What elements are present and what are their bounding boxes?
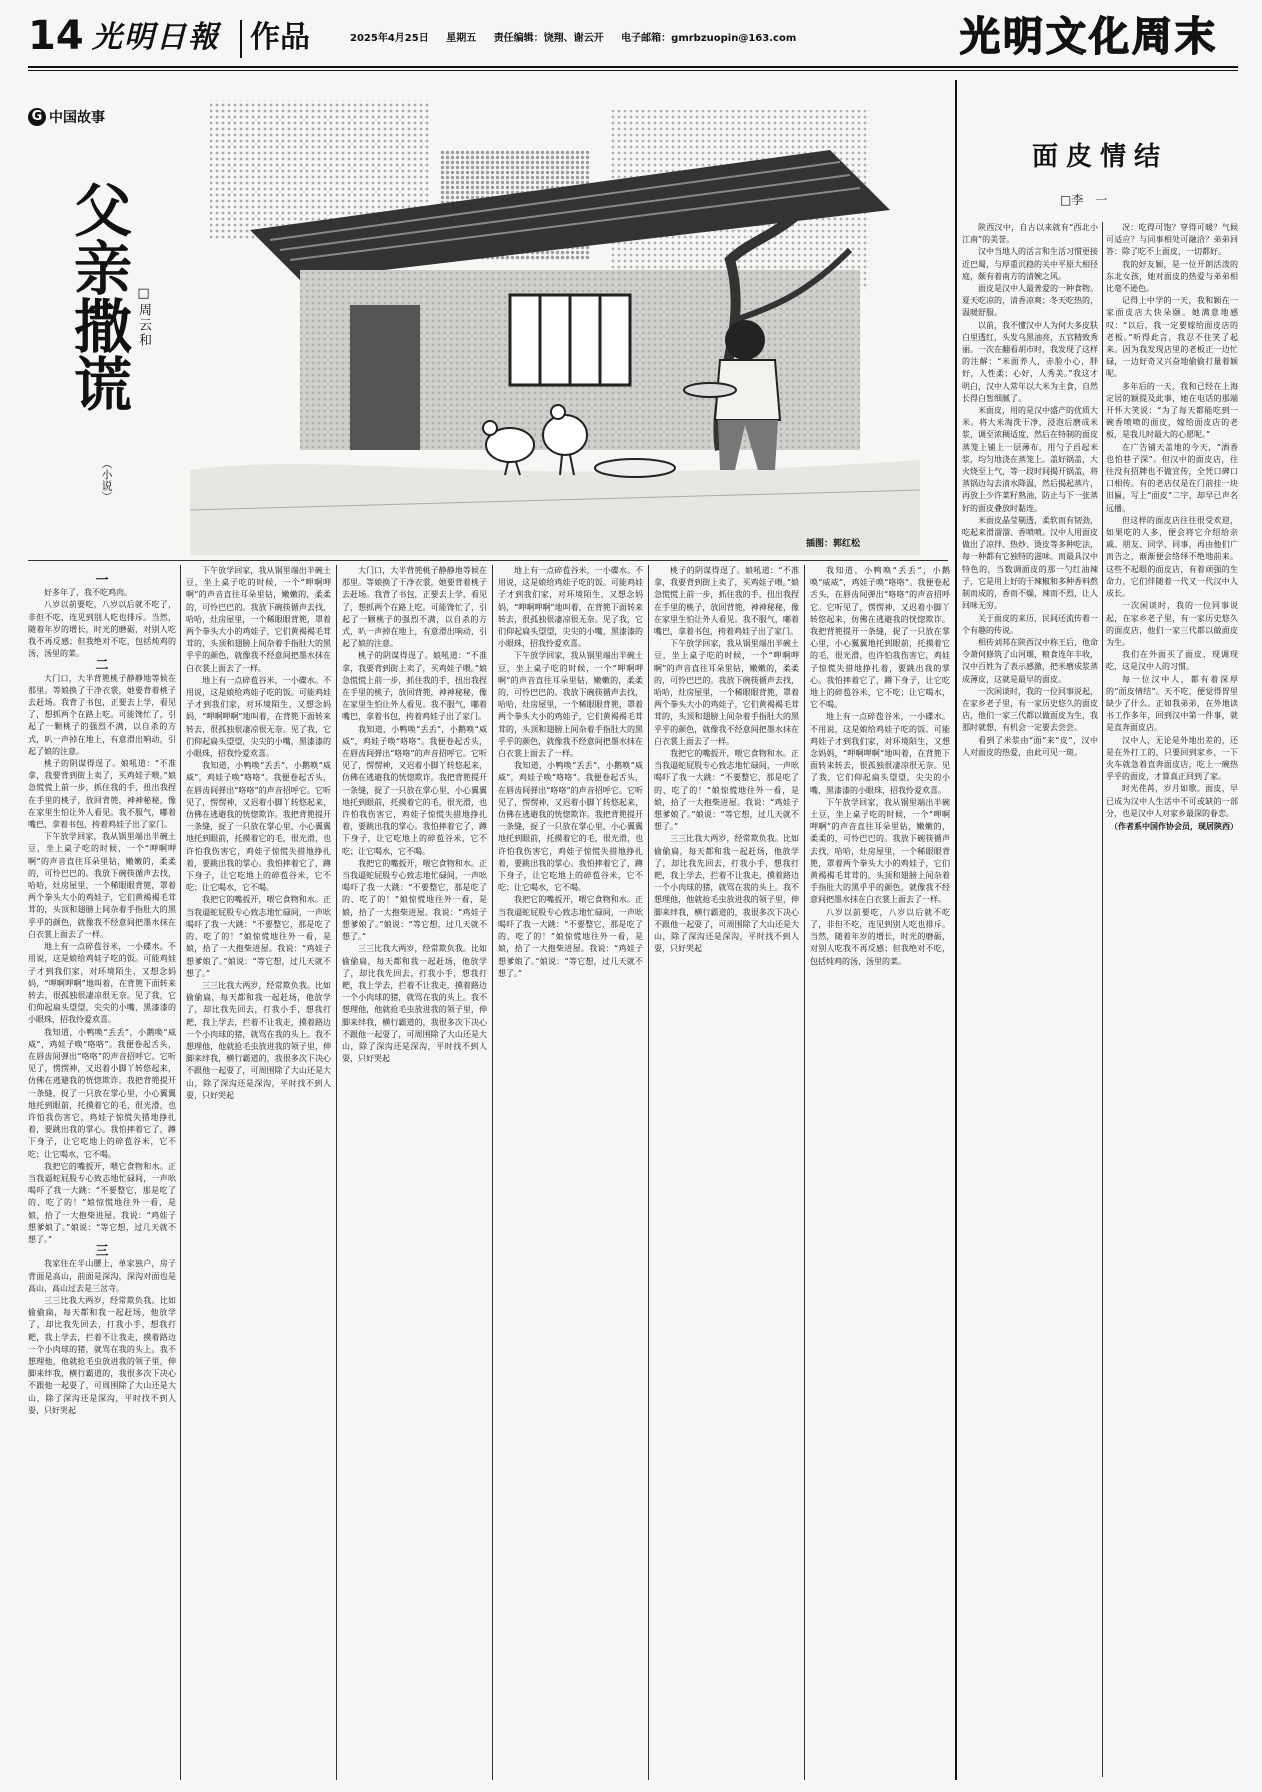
paragraph: 下午放学回家，我从锅里端出半碗土豆，坐上桌子吃的时候，一个“呷啊呷啊”的声音直往耳朵里钻，嫩嫩的，柔柔的，可怜巴巴的。我放下碗筷循声去找，哈哈，灶房屋里，一个稀眼眼背篼，罩着两个拳头大小的鸡娃子，它们黄褐褐毛茸茸的，头顶和翅膀上间杂着手指肚大的黑乎乎的颜色，就像我不经意间把墨水抹在白衣裳上面去了一样。 — [498, 651, 643, 759]
column-tag-label: 中国故事 — [49, 110, 105, 126]
section-number: 二 — [95, 658, 109, 674]
paragraph: 记得上中学的一天，我和颖在一家面皮店大快朵颐。她满意地感叹：“以后，我一定要嫁给面皮店的老板。”听得此言，我忍不住笑了起来。因为我发现店里的老板正一边忙碌，一边好奇又兴奋地偷偷打量着颖呢。 — [1106, 296, 1238, 379]
column-rule — [804, 565, 805, 1780]
paragraph: 我把它的嘴扳开，喂它食物和水。正当我逼蛇屁股专心致志地忙碌间，一声吆喝吓了我一大跳：“不要整它，那是吃了的、吃了的！”娘惊慌地往外一看，是娘，拾了一大抱柴进屋。我说：“鸡娃子想爹娘了。”娘说：“等它想，过几天就不想了。” — [186, 895, 331, 978]
paragraph: 米面皮，用的是汉中盛产的优质大米。将大米淘洗干净，浸泡后磨成米浆，调至浓稠适度，然后在特制的面皮蒸笼上铺上一层薄布，用勺子舀起米浆，均匀地浇在蒸笼上。盖好锅盖，大火烧至上气，等一段时间揭开锅盖，将蒸锅边勾去清水降温，然后揭起蒸片，再放上少许菜籽熟油，防止与下一张蒸好的面皮叠放时黏连。 — [962, 406, 1098, 513]
paragraph: 我把它的嘴扳开，喂它食物和水。正当我逼蛇屁股专心致志地忙碌间，一声吆喝吓了我一大跳：“不要整它，那是吃了的、吃了的！”娘惊慌地往外一看，是娘，拾了一大抱柴进屋。我说：“鸡娃子想爹娘了。”娘说：“等它想，过几天就不想了。” — [498, 895, 643, 978]
paragraph: 下午放学回家，我从锅里端出半碗土豆，坐上桌子吃的时候，一个“呷啊呷啊”的声音直往耳朵里钻，嫩嫩的，柔柔的，可怜巴巴的。我放下碗筷循声去找，哈哈，灶房屋里，一个稀眼眼背篼，罩着两个拳头大小的鸡娃子，它们黄褐褐毛茸茸的，头顶和翅膀上间杂着手指肚大的黑乎乎的颜色，就像我不经意间把墨水抹在白衣裳上面去了一样。 — [810, 797, 950, 905]
paragraph: 多年后的一天，我和已经在上海定居的颖提及此事，她在电话的那端开怀大笑说：“为了每天都能吃到一碗香喷喷的面皮，嫁给面皮店的老板，是我儿时最大的心愿呢。” — [1106, 381, 1238, 440]
supplement-title: 光明文化周末 — [960, 13, 1218, 60]
story2-column-b — [1106, 222, 1238, 1777]
paragraph: 下午放学回家，我从锅里端出半碗土豆，坐上桌子吃的时候，一个“呷啊呷啊”的声音直往耳朵里钻，嫩嫩的，柔柔的，可怜巴巴的。我放下碗筷循声去找，哈哈，灶房屋里，一个稀眼眼背篼，罩着两个拳头大小的鸡娃子，它们黄褐褐毛茸茸的，头顶和翅膀上间杂着手指肚大的黑乎乎的颜色，就像我不经意间把墨水抹在白衣裳上面去了一样。 — [654, 639, 799, 746]
paragraph: 我知道，小鸭唤“丢丢”，小鹅唤“威威”，鸡娃子唤“咯咯”。我便卷起舌头，在唇齿间弹出“咯咯”的声音招呼它。它听见了，愣愣神，又迟着小脚丫转悠起来，仿佛在逃避我的恍惚欺诈。我把背篼提开一条缝，捉了一只放在掌心里，小心翼翼地托到眼前，托摸着它的毛，很光滑，也许怕我伤害它，鸡娃子惊慌失措地挣扎着，要跳出我的掌心。我怕摔着它了，蹲下身子，让它吃地上的碎苞谷米，它不吃；让它喝水，它不喝。 — [810, 566, 950, 710]
paragraph: 桃子的阴谋得逞了。娘吼道：“不准拿，我要背到街上卖了，买鸡娃子喂。”娘急慌慌上前一步，抓住我的手，扭出我捏在手里的桃子，放回背篼，神神秘秘，像在家里生怕让外人看见。我不服气，嘟着嘴巴，拿着书包，挎着鸡娃子出了家门。 — [654, 566, 799, 637]
paragraph: 桃子的阴谋得逞了。娘吼道：“不准拿，我要背到街上卖了，买鸡娃子喂。”娘急慌慌上前一步，抓住我的手，扭出我捏在手里的桃子，放回背篼，神神秘秘，像在家里生怕让外人看见。我不服气，嘟着嘴巴，拿着书包，挎着鸡娃子出了家门。 — [28, 759, 176, 830]
paragraph: 关于面皮的来历，民间还流传着一个有趣的传说。 — [962, 613, 1098, 635]
paragraph: 三三比我大两岁，经常欺负我。比如偷偷扁，每天都和我一起赶场，他放学了，却比我先回去，打我小手，想我打耙，我上学去，拦着不让我走，摸着路边一个小肉球的猪，就骂在我的头上。我不想理他，他就抢毛虫放进我的领子里，伸脚来绊我，横行霸道的，我很多次下决心不跟他一起耍了，可周围除了大山还是大山，除了深沟还是深沟，平时找不到人耍，只好哭起 — [342, 944, 487, 1064]
paragraph: 我把它的嘴扳开，喂它食物和水。正当我逼蛇屁股专心致志地忙碌间，一声吆喝吓了我一大跳：“不要整它，那是吃了的、吃了的！”娘惊慌地往外一看，是娘，拾了一大抱柴进屋。我说：“鸡娃子想爹娘了。”娘说：“等它想，过几天就不想了。” — [28, 1161, 176, 1244]
story2-author: □李 一 — [1060, 193, 1108, 207]
masthead-logo: 光明日報 — [92, 20, 220, 55]
story-divider — [28, 560, 948, 561]
paragraph: 米面皮晶莹剔透，柔软而有韧劲，吃起来滑溜溜、香喷喷。汉中人用面皮做出了凉拌、热炒、烫皮等多种吃法，每一种都有它独特的滋味。而最具汉中特色的，当数调面皮的那一勺红油辣子，它是用上好的干辣椒和多种香料熬制而成的，香而不燥，辣而不烈，让人回味无穷。 — [962, 515, 1098, 611]
paragraph: 好多年了，我不吃鸡肉。 — [44, 588, 132, 598]
issue-info — [350, 32, 796, 46]
illustration-drawing — [190, 90, 920, 555]
paragraph: 地上有一点碎苞谷米，一小碟水。不用说，这是娘给鸡娃子吃的饭。可能鸡娃子才到我们家，对环境陌生，又想念妈妈，“呷啊呷啊”地叫着，在背篼下面转来转去，很孤独很凄凉很无奈。见了我，它们仰起扁头望望，尖尖的小嘴，黑漆漆的小眼珠，招我怜爱欢喜。 — [186, 675, 331, 759]
column-rule — [336, 565, 337, 1780]
page-header — [0, 0, 1262, 72]
paragraph: 看到了米浆由“面”来“皮”，汉中人对面皮的热爱，由此可见一斑。 — [962, 735, 1098, 757]
story-column-2 — [186, 565, 331, 1780]
story-author: □周云和 — [136, 286, 151, 348]
paragraph: 我知道，小鸭唤“丢丢”，小鹅唤“威威”，鸡娃子唤“咯咯”。我便卷起舌头，在唇齿间弹出“咯咯”的声音招呼它。它听见了，愣愣神，又迟着小脚丫转悠起来，仿佛在逃避我的恍惚欺诈。我把背篼提开一条缝，捉了一只放在掌心里，小心翼翼地托到眼前，托摸着它的毛，很光滑，也许怕我伤害它，鸡娃子惊慌失措地挣扎着，要跳出我的掌心。我怕摔着它了，蹲下身子，让它吃地上的碎苞谷米，它不吃；让它喝水，它不喝。 — [342, 724, 487, 856]
column-rule — [1102, 222, 1103, 1777]
paragraph: 一次闲谈时，我的一位同事说起，在家乡老子里，有一家历史悠久的面皮店，他们一家三代都以做面皮为生。 — [1106, 601, 1238, 647]
section-number: 一 — [95, 575, 109, 588]
paragraph: 我知道，小鸭唤“丢丢”，小鹅唤“威威”，鸡娃子唤“咯咯”。我便卷起舌头，在唇齿间弹出“咯咯”的声音招呼它。它听见了，愣愣神，又迟着小脚丫转悠起来，仿佛在逃避我的恍惚欺诈。我把背篼提开一条缝，捉了一只放在掌心里，小心翼翼地托到眼前，托摸着它的毛，很光滑，也许怕我伤害它，鸡娃子惊慌失措地挣扎着，要跳出我的掌心。我怕摔着它了，蹲下身子，让它吃地上的碎苞谷米，它不吃；让它喝水，它不喝。 — [498, 761, 643, 893]
paragraph: 我知道，小鸭唤“丢丢”，小鹅唤“威威”，鸡娃子唤“咯咯”。我便卷起舌头，在唇齿间弹出“咯咯”的声音招呼它。它听见了，愣愣神，又迟着小脚丫转悠起来，仿佛在逃避我的恍惚欺诈。我把背篼提开一条缝，捉了一只放在掌心里，小心翼翼地托到眼前，托摸着它的毛，很光滑，也许怕我伤害它，鸡娃子惊慌失措地挣扎着，要跳出我的掌心。我怕摔着它了，蹲下身子，让它吃地上的碎苞谷米，它不吃；让它喝水，它不喝。 — [186, 761, 331, 893]
story-genre: （小说） — [100, 458, 113, 502]
column-tag-icon: G — [28, 108, 46, 126]
header-divider — [240, 20, 242, 58]
paragraph: 我的好友颖，是一位开朗活泼的东北女孩，她对面皮的热爱与弟弟相比毫不逊色。 — [1106, 259, 1238, 294]
paragraph: 三三比我大两岁，经常欺负我。比如偷偷扁，每天都和我一起赶场，他放学了，却比我先回去，打我小手，想我打耙，我上学去，拦着不让我走，摸着路边一个小肉球的猪，就骂在我的头上。我不想理他，他就抢毛虫放进我的领子里，伸脚来绊我，横行霸道的，我很多次下决心不跟他一起耍了，可周围除了大山还是大山，除了深沟还是深沟，平时找不到人耍，只好哭起 — [28, 1295, 176, 1415]
paragraph: 三三比我大两岁，经常欺负我。比如偷偷扁，每天都和我一起赶场，他放学了，却比我先回去，打我小手，想我打耙，我上学去，拦着不让我走，摸着路边一个小肉球的猪，就骂在我的头上。我不想理他，他就抢毛虫放进我的领子里，伸脚来绊我，横行霸道的，我很多次下决心不跟他一起耍了，可周围除了大山还是大山，除了深沟还是深沟，平时找不到人耍，只好哭起 — [186, 980, 331, 1100]
paragraph: 地上有一点碎苞谷米，一小碟水。不用说，这是娘给鸡娃子吃的饭。可能鸡娃子才到我们家，对环境陌生，又想念妈妈，“呷啊呷啊”地叫着，在背篼下面转来转去，很孤独很凄凉很无奈。见了我，它们仰起扁头望望，尖尖的小嘴，黑漆漆的小眼珠，招我怜爱欢喜。 — [28, 942, 176, 1025]
paragraph: 时光荏苒，岁月如歌。面皮，早已成为汉中人生活中不可或缺的一部分，也是汉中人对家乡最深的眷恋。 — [1106, 784, 1238, 818]
story-column-3 — [342, 565, 487, 1780]
paragraph: 地上有一点碎苞谷米，一小碟水。不用说，这是娘给鸡娃子吃的饭。可能鸡娃子才到我们家，对环境陌生，又想念妈妈，“呷啊呷啊”地叫着，在背篼下面转来转去，很孤独很凄凉很无奈。见了我，它们仰起扁头望望，尖尖的小嘴，黑漆漆的小眼珠，招我怜爱欢喜。 — [498, 566, 643, 649]
story2-column-a — [962, 222, 1098, 1777]
paragraph: 况：吃得可饱？穿得可暖？气候可适应？与同事相处可融洽？弟弟回答：除了吃不上面皮，一切都好。 — [1106, 223, 1238, 257]
paragraph: 我把它的嘴扳开，喂它食物和水。正当我逼蛇屁股专心致志地忙碌间，一声吆喝吓了我一大跳：“不要整它，那是吃了的、吃了的！”娘惊慌地往外一看，是娘，拾了一大抱柴进屋。我说：“鸡娃子想爹娘了。”娘说：“等它想，过几天就不想了。” — [654, 749, 799, 832]
paragraph: 汉中人，无论是外地出差的，还是在外打工的，只要回到家乡，一下火车就急着直奔面皮店，吃上一碗热乎乎的面皮，才算真正回到了家。 — [1106, 735, 1238, 782]
paragraph: 我知道，小鸭唤“丢丢”，小鹅唤“威威”，鸡娃子唤“咯咯”。我便卷起舌头，在唇齿间弹出“咯咯”的声音招呼它。它听见了，愣愣神，又迟着小脚丫转悠起来，仿佛在逃避我的恍惚欺诈。我把背篼提开一条缝，捉了一只放在掌心里，小心翼翼地托到眼前，托摸着它的毛，很光滑，也许怕我伤害它，鸡娃子惊慌失措地挣扎着，要跳出我的掌心。我怕摔着它了，蹲下身子，让它吃地上的碎苞谷米，它不吃；让它喝水，它不喝。 — [28, 1027, 176, 1159]
story-separator — [955, 80, 957, 1780]
paragraph: 八岁以前要吃，八岁以后就不吃了，非但不吃，连见到别人吃也排斥。当然，随着年岁的增长，时光的磨砺，对别人吃我不再反感；但我绝对不吃，包括炖鸡的汤，汤里的菜。 — [810, 907, 950, 966]
paragraph: 下午放学回家，我从锅里端出半碗土豆，坐上桌子吃的时候，一个“呷啊呷啊”的声音直往耳朵里钻，嫩嫩的，柔柔的，可怜巴巴的。我放下碗筷循声去找，哈哈，灶房屋里，一个稀眼眼背篼，罩着两个拳头大小的鸡娃子，它们黄褐褐毛茸茸的，头顶和翅膀上间杂着手指肚大的黑乎乎的颜色，就像我不经意间把墨水抹在白衣裳上面去了一样。 — [186, 566, 331, 673]
story-column-5 — [654, 565, 799, 1780]
paragraph: 相传刘邦在陕西汉中称王后，他命令萧何修筑了山河堰，粮食连年丰收，汉中百姓为了表示感激，把米磨成浆蒸成薄皮，这就是最早的面皮。 — [962, 637, 1098, 684]
issue-weekday: 星期五 — [446, 33, 477, 44]
header-rule — [28, 66, 1238, 68]
paragraph: 下午放学回家，我从锅里端出半碗土豆，坐上桌子吃的时候，一个“呷啊呷啊”的声音直往耳朵里钻，嫩嫩的，柔柔的，可怜巴巴的。我放下碗筷循声去找，哈哈，灶房屋里，一个稀眼眼背篼，罩着两个拳头大小的鸡娃子，它们黄褐褐毛茸茸的，头顶和翅膀上间杂着手指肚大的黑乎乎的颜色，就像我不经意间把墨水抹在白衣裳上面去了一样。 — [28, 832, 176, 939]
paragraph: 地上有一点碎苞谷米，一小碟水。不用说，这是娘给鸡娃子吃的饭。可能鸡娃子才到我们家，对环境陌生，又想念妈妈，“呷啊呷啊”地叫着，在背篼下面转来转去，很孤独很凄凉很无奈。见了我，它们仰起扁头望望，尖尖的小嘴，黑漆漆的小眼珠，招我怜爱欢喜。 — [810, 712, 950, 795]
column-rule — [648, 565, 649, 1780]
paragraph: 桃子的阴谋得逞了。娘吼道：“不准拿，我要背到街上卖了，买鸡娃子喂。”娘急慌慌上前一步，抓住我的手，扭出我捏在手里的桃子，放回背篼，神神秘秘，像在家里生怕让外人看见。我不服气，嘟着嘴巴，拿着书包，挎着鸡娃子出了家门。 — [342, 651, 487, 722]
paragraph: 面皮是汉中人最普爱的一种食物。夏天吃凉的，清香凉爽；冬天吃热的，温暖舒服。 — [962, 284, 1098, 318]
column-rule — [492, 565, 493, 1780]
story-column-6 — [810, 565, 950, 1780]
illustration — [190, 90, 920, 555]
story-column-4 — [498, 565, 643, 1780]
section-name: 作品 — [250, 20, 310, 55]
email: 电子邮箱：gmrbzuopin@163.com — [621, 33, 797, 44]
section-number: 三 — [95, 1244, 109, 1260]
page-number: 14 — [28, 13, 84, 59]
paragraph: 一次闲谈时，我的一位同事说起，在家乡老子里，有一家历史悠久的面皮店，他们一家三代都以做面皮为生，我那时就想，有机会一定要去尝尝。 — [962, 686, 1098, 733]
paragraph: 每一位汉中人，都有着深厚的“面皮情结”。天不吃，便觉得胃里缺少了什么。正如我弟弟，在外地读书工作多年，回到汉中第一件事，就是直奔面皮店。 — [1106, 674, 1238, 733]
story-title: 父亲撒谎 — [64, 180, 132, 412]
paragraph: 我家住在半山腰上，单家独户，房子背面是高山，前面是深沟，深沟对面也是高山，高山过去是三岔寺。 — [28, 1259, 176, 1293]
paragraph: 我们在外面买了面皮，现调现吃，这是汉中人的习惯。 — [1106, 650, 1238, 672]
paragraph: 以前，我不懂汉中人为何大多皮肤白里透红，头发乌黑油亮，五官精致秀丽。一次在翻看胡市时，我发现了这样的注解：“米面养人，赤脸小心，胖好，人性柔；心好，人秀美。”我这才明白，汉中人常年以大米为主食，自然长得白皙细腻了。 — [962, 320, 1098, 403]
illustration-credit: 插图：郭红松 — [805, 539, 860, 549]
paragraph: 三三比我大两岁，经常欺负我。比如偷偷扁，每天都和我一起赶场，他放学了，却比我先回去，打我小手，想我打耙，我上学去，拦着不让我走，摸着路边一个小肉球的猪，就骂在我的头上。我不想理他，他就抢毛虫放进我的领子里，伸脚来绊我，横行霸道的，我很多次下决心不跟他一起耍了，可周围除了大山还是大山，除了深沟还是深沟，平时找不到人耍，只好哭起 — [654, 834, 799, 954]
column-rule — [180, 565, 181, 1780]
paragraph: 陕西汉中，自古以来就有“西北小江南”的美誉。 — [962, 223, 1098, 245]
paragraph: 大门口，大半背篼桃子静静地等候在那里。等娘换了干净衣裳，她要背着桃子去赶场。我背了书包，正要去上学，看见了，想抓两个在路上吃。可能馋忙了，引起了一颗桃子的强烈不满，以自杀的方式，叭一声掉在地上，有意滑出响动，引起了娘的注意。 — [28, 673, 176, 756]
story2-title: 面皮情结 — [1031, 142, 1168, 172]
paragraph: 八岁以前要吃，八岁以后就不吃了，非但不吃，连见到别人吃也排斥。当然，随着年岁的增长，时光的磨砺，对别人吃我不再反感；但我绝对不吃，包括炖鸡的汤，汤里的菜。 — [28, 600, 176, 659]
author-bio: （作者系中国作协会员，现居陕西） — [1110, 820, 1238, 831]
paragraph: 在广告铺天盖地的今天，“酒香也怕巷子深”。但汉中的面皮店，往往没有招牌也不做宣传，全凭口碑口口相传。有的老店仅是在门前挂一块旧匾，写上“面皮”二字，却早已声名远播。 — [1106, 442, 1238, 513]
story-column-1 — [28, 575, 176, 1780]
editors: 责任编辑：饶翔、谢云开 — [493, 33, 604, 44]
header-rule-thin — [28, 70, 1238, 71]
paragraph: 我把它的嘴扳开，喂它食物和水。正当我逼蛇屁股专心致志地忙碌间，一声吆喝吓了我一大跳：“不要整它，那是吃了的、吃了的！”娘惊慌地往外一看，是娘，拾了一大抱柴进屋。我说：“鸡娃子想爹娘了。”娘说：“等它想，过几天就不想了。” — [342, 858, 487, 942]
issue-date: 2025年4月25日 — [350, 33, 429, 44]
paragraph: 汉中当地人的活言和生活习惯更接近巴蜀，与厚重沉稳的关中平原大相径庭，颇有着南方的清婉之风。 — [962, 247, 1098, 281]
paragraph: 但这样的面皮店往往很受欢迎，如果吃的人多，便会将它介绍给亲戚、朋友、同学、同事，再由他们广而告之，渐渐便会络绎不绝地前来。这些不起眼的面皮店，有着顽强的生命力，它们伴随着一代又一代汉中人成长。 — [1106, 515, 1238, 599]
column-tag — [28, 106, 105, 128]
paragraph: 大门口，大半背篼桃子静静地等候在那里。等娘换了干净衣裳，她要背着桃子去赶场。我背了书包，正要去上学，看见了，想抓两个在路上吃。可能馋忙了，引起了一颗桃子的强烈不满，以自杀的方式，叭一声掉在地上，有意滑出响动，引起了娘的注意。 — [342, 566, 487, 649]
